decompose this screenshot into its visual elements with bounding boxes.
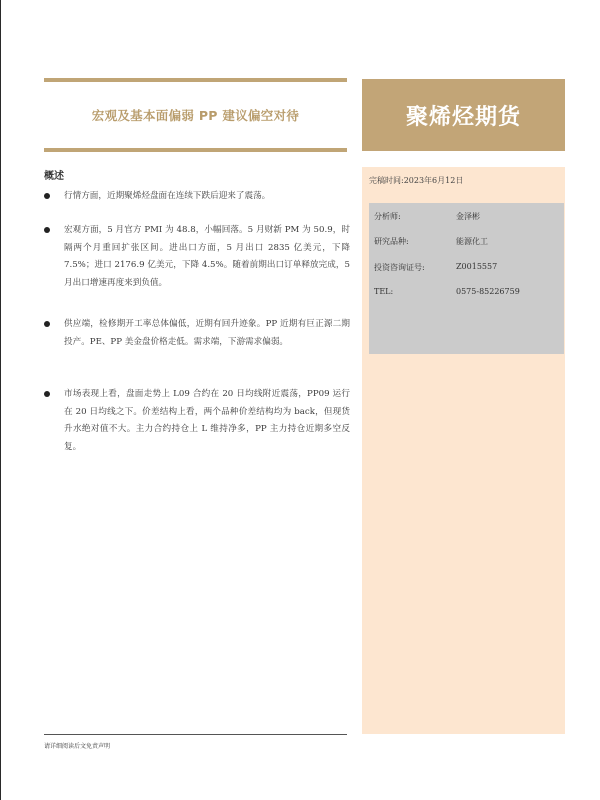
info-value: 0575-85226759 — [456, 287, 520, 296]
header-rule-bottom — [44, 148, 347, 152]
info-key: 投资咨询证号: — [374, 263, 425, 272]
bullet-text: 宏观方面，5 月官方 PMI 为 48.8，小幅回落。5 月财新 PM 为 50.9，时隔两个月重回扩张区间。进出口方面，5 月出口 2835 亿美元，下降 7.5%；进口 2176.9 亿美元，下降 4.5%。随着前期出口订单释放完成，5 月出口增速再度来到负值。 — [64, 225, 350, 288]
info-key: 研究品种: — [374, 237, 409, 246]
bullet-dot-icon — [44, 391, 50, 397]
report-date: 完稿时间:2023年6月12日 — [369, 176, 464, 185]
analyst-info-box — [369, 203, 564, 354]
summary-bullet — [44, 188, 350, 206]
report-headline: 宏观及基本面偏弱 PP 建议偏空对待 — [91, 108, 300, 123]
summary-bullet — [44, 316, 350, 351]
summary-title: 概述 — [44, 171, 64, 182]
page-left-border — [0, 0, 1, 800]
info-value: Z0015557 — [456, 262, 498, 271]
summary-bullet — [44, 386, 350, 456]
bullet-dot-icon — [44, 321, 50, 327]
summary-bullet — [44, 222, 350, 292]
brand-banner — [362, 79, 565, 151]
bullet-text: 行情方面，近期聚烯烃盘面在连续下跌后迎来了震荡。 — [64, 191, 271, 201]
info-value: 能源化工 — [456, 237, 488, 246]
footer-disclaimer: 请详细阅读后文免责声明 — [44, 743, 111, 750]
bullet-dot-icon — [44, 227, 50, 233]
info-key: 分析师: — [374, 212, 401, 221]
brand-title: 聚烯烃期货 — [405, 104, 521, 130]
info-key: TEL: — [374, 287, 394, 296]
bullet-dot-icon — [44, 193, 50, 199]
bullet-text: 市场表现上看，盘面走势上 L09 合约在 20 日均线附近震荡，PP09 运行在 20 日均线之下。价差结构上看，两个品种价差结构均为 back，但现货升水绝对值不大。主力合约持仓上 L 维持净多，PP 主力持仓近期多空反复。 — [64, 389, 350, 452]
footer-rule — [44, 734, 347, 735]
bullet-text: 供应端，检修期开工率总体偏低，近期有回升迹象。PP 近期有巨正源二期投产。PE、PP 美金盘价格走低。需求端，下游需求偏弱。 — [64, 319, 350, 347]
header-rule-top — [44, 78, 347, 82]
info-value: 金泽彬 — [456, 212, 480, 221]
